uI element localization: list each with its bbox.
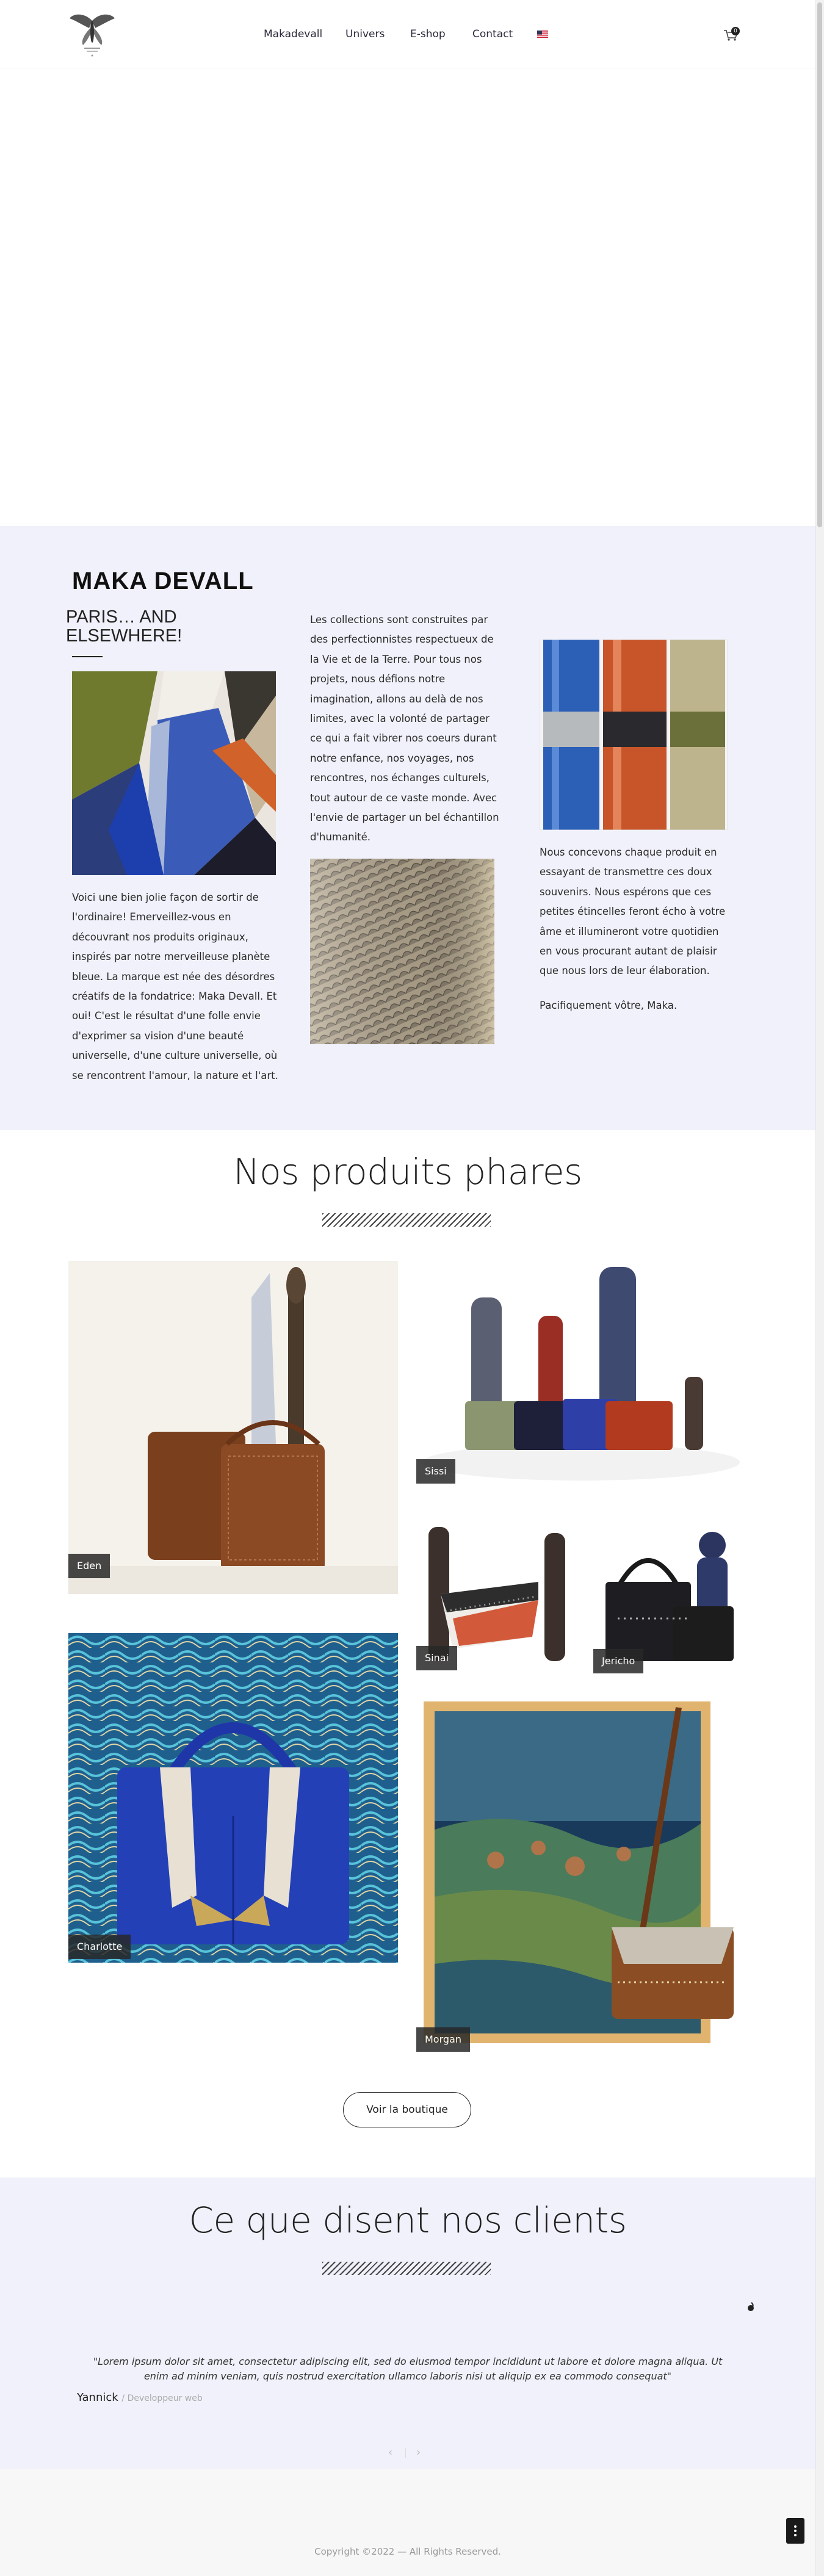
brand-title: MAKA DEVALL — [72, 568, 254, 594]
testimonials-divider — [322, 2262, 491, 2275]
testimonial-author-line — [77, 2391, 203, 2404]
testimonial-quote: "Lorem ipsum dolor sit amet, consectetur adipiscing elit, sed do eiusmod tempor incididunt ut labore et dolore magna aliqua. Ut enim ad minim veniam, quis nostrud exercitation ullamco laboris nisi ut aliquip ex ea commodo consequat" — [93, 2356, 723, 2382]
about-signature: Pacifiquement vôtre, Maka. — [540, 1000, 678, 1011]
product-label-sinai[interactable]: Sinai — [416, 1646, 457, 1670]
site-header — [0, 0, 815, 68]
product-label-morgan[interactable]: Morgan — [416, 2027, 470, 2052]
view-shop-button[interactable]: Voir la boutique — [343, 2092, 471, 2127]
brand-subtitle: PARIS… AND ELSEWHERE! — [66, 607, 183, 646]
product-tile-morgan[interactable] — [416, 1695, 746, 2054]
morgan-image — [416, 1695, 746, 2054]
product-label-jericho[interactable]: Jericho — [593, 1649, 643, 1673]
testimonials-title: Ce que disent nos clients — [189, 2199, 627, 2241]
product-label-sissi[interactable]: Sissi — [416, 1459, 455, 1484]
product-label-charlotte[interactable]: Charlotte — [68, 1935, 131, 1959]
product-tile-jericho[interactable] — [581, 1521, 746, 1673]
menu-dots-icon — [786, 2518, 804, 2544]
title-divider — [72, 656, 103, 657]
quote-icon — [747, 2302, 756, 2312]
product-tile-charlotte[interactable] — [68, 1633, 398, 1963]
nav-makadevall[interactable]: Makadevall — [264, 28, 323, 40]
testimonial-prev-arrow[interactable]: ‹ — [388, 2446, 393, 2459]
testimonial-next-arrow[interactable]: › — [416, 2446, 421, 2459]
site-footer — [0, 2469, 815, 2576]
about-paragraph-3: Nous concevons chaque produit en essayant de transmettre ces doux souvenirs. Nous espérons que ces petites étincelles feront écho à votre âme et illumineront votre quotidien en vous procurant autant de plaisir que nous lors de leur élaboration. — [540, 846, 726, 977]
about-image-abstract — [72, 671, 276, 875]
about-image-rolls — [540, 640, 728, 830]
products-divider — [322, 1213, 491, 1227]
product-tile-eden[interactable] — [68, 1261, 398, 1594]
nav-univers[interactable]: Univers — [345, 28, 385, 40]
nav-contact[interactable]: Contact — [472, 28, 513, 40]
product-tile-sinai[interactable] — [416, 1521, 581, 1673]
about-paragraph-1: Voici une bien jolie façon de sortir de l'ordinaire! Emerveillez-vous en découvrant nos produits originaux, inspirés par notre merveilleuse planète bleue. La marque est née des désordres créatifs de la fondatrice: Maka Devall. Et oui! C'est le résultat d'une folle envie d'exprimer sa vision d'une beauté universelle, d'une culture universelle, où se rencontrent l'amour, la nature et l'art. — [72, 892, 278, 1081]
menu-dots-button[interactable] — [786, 2518, 804, 2544]
us-flag-icon[interactable] — [537, 31, 548, 38]
sissi-image — [416, 1261, 746, 1487]
eden-image — [68, 1261, 398, 1594]
copyright-text: Copyright ©2022 — All Rights Reserved. — [314, 2546, 501, 2557]
about-image-leather-texture — [310, 859, 494, 1044]
charlotte-image — [68, 1633, 398, 1963]
testimonial-role: / Developpeur web — [121, 2394, 203, 2403]
nav-eshop[interactable]: E-shop — [410, 28, 446, 40]
scrollbar-thumb[interactable] — [817, 2, 822, 527]
arrow-separator — [405, 2448, 406, 2458]
cart-count-badge: 0 — [731, 27, 740, 35]
about-paragraph-2: Les collections sont construites par des perfectionnistes respectueux de la Vie et de la Terre. Pour tous nos projets, nous défions notre imagination, allons au delà de nos limites, avec la volonté de partager ce qui a fait vibrer nos coeurs durant notre enfance, nos voyages, nos rencontres, nos échanges culturels, tout autour de ce vaste monde. Avec l'envie de partager un bel échantillon d'humanité. — [310, 614, 499, 843]
testimonial-author: Yannick — [77, 2391, 118, 2404]
moth-logo-icon[interactable] — [66, 10, 118, 59]
cart-button[interactable] — [723, 27, 740, 41]
product-tile-sissi[interactable] — [416, 1261, 746, 1487]
products-title: Nos produits phares — [233, 1151, 582, 1192]
product-label-eden[interactable]: Eden — [68, 1554, 110, 1578]
